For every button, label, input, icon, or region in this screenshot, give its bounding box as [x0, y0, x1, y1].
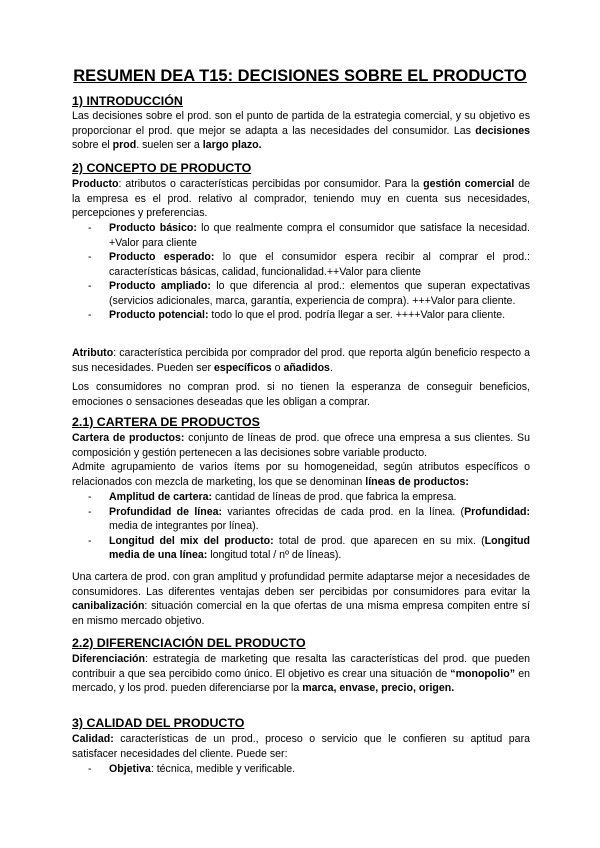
bullet-list-calidad — [88, 762, 530, 777]
section-heading-calidad: 3) CALIDAD DEL PRODUCTO — [72, 716, 245, 730]
list-item: - Producto potencial: todo lo que el prod. podría llegar a ser. ++++Valor para cliente. — [88, 309, 506, 321]
paragraph-cartera-definicion: Cartera de productos: conjunto de líneas de prod. que ofrece una empresa a sus clientes. Su composición y gestión pertenecen a las decisiones sobre variable producto. Admite agrupamiento de varios ítems por su homogeneidad, según atributos específicos o relacionados con mezcla de marketing, los que se denominan líneas de productos: — [72, 432, 530, 488]
list-item: - Producto esperado: lo que el consumidor espera recibir al comprar el prod.: características básicas, calidad, funcionalidad.++Valor para cliente — [88, 251, 530, 278]
bullet-list-tipos-producto — [88, 221, 530, 323]
list-item: - Amplitud de cartera: cantidad de líneas de prod. que fabrica la empresa. — [88, 491, 457, 503]
paragraph-canibalizacion: Una cartera de prod. con gran amplitud y profundidad permite adaptarse mejor a necesidades de consumidores. Las diferentes ventajas deben ser percibidas por consumidores para evitar la canibalización: situación comercial en la que ofertas de una misma empresa compiten entre sí en mismo mercado objetivo. — [72, 571, 530, 627]
paragraph-atributo: Atributo: característica percibida por comprador del prod. que reporta algún beneficio respecto a sus necesidades. Pueden ser específicos o añadidos. — [72, 347, 530, 374]
paragraph-introduccion: Las decisiones sobre el prod. son el punto de partida de la estrategia comercial, y su objetivo es proporcionar el prod. que mejor se adapta a las necesidades del consumidor. Las decisiones sobre el prod. suelen ser a largo plazo. — [72, 110, 530, 151]
section-heading-introduccion: 1) INTRODUCCIÓN — [72, 94, 183, 108]
paragraph-consumidores: Los consumidores no compran prod. si no tienen la esperanza de conseguir beneficios, emociones o sensaciones deseadas que les obligan a comprar. — [72, 381, 530, 408]
section-heading-cartera-productos: 2.1) CARTERA DE PRODUCTOS — [72, 415, 260, 429]
list-item: - Longitud del mix del producto: total de prod. que aparecen en su mix. (Longitud media de una línea: longitud total / nº de líneas). — [88, 534, 530, 561]
bullet-list-cartera — [88, 490, 530, 563]
paragraph-producto-definicion: Producto: atributos o características percibidas por consumidor. Para la gestión comercial de la empresa es el prod. relativo al comprador, teniendo muy en cuenta sus necesidades, percepciones y preferencias. — [72, 178, 531, 219]
document-title: RESUMEN DEA T15: DECISIONES SOBRE EL PRODUCTO — [73, 67, 527, 85]
paragraph-calidad: Calidad: características de un prod., proceso o servicio que le confieren su aptitud para satisfacer necesidades del cliente. Puede ser: — [72, 733, 530, 760]
list-item: - Objetiva: técnica, medible y verificable. — [88, 763, 296, 775]
section-heading-diferenciacion: 2.2) DIFERENCIACIÓN DEL PRODUCTO — [72, 636, 306, 650]
section-heading-concepto-producto: 2) CONCEPTO DE PRODUCTO — [72, 161, 252, 175]
list-item: - Producto básico: lo que realmente compra el consumidor que satisface la necesidad. +Valor para cliente — [88, 222, 530, 249]
list-item: - Producto ampliado: lo que diferencia al prod.: elementos que superan expectativas (servicios adicionales, marca, garantía, experiencia de compra). +++Valor para cliente. — [88, 280, 531, 307]
paragraph-diferenciacion: Diferenciación: estrategia de marketing que resalta las características del prod. que pueden contribuir a que sea percibido como único. El objetivo es crear una situación de “monopolio” en mercado, y los prod. pueden diferenciarse por la marca, envase, precio, origen. — [72, 653, 530, 694]
list-item: - Profundidad de línea: variantes ofrecidas de cada prod. en la línea. (Profundidad: media de integrantes por línea). — [88, 505, 530, 532]
